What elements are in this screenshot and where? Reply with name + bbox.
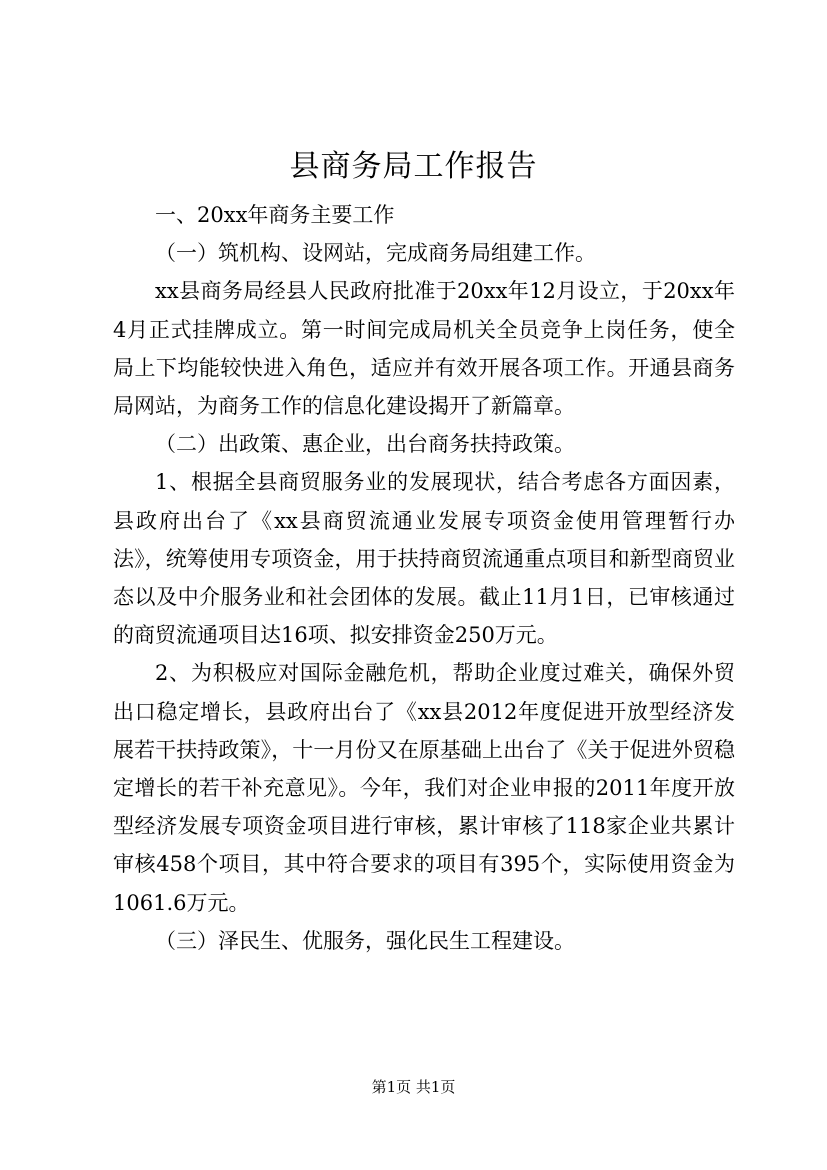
document-body — [113, 196, 735, 960]
paragraph-3: 2、为积极应对国际金融危机，帮助企业度过难关，确保外贸出口稳定增长，县政府出台了《xx县2012年度促进开放型经济发展若干扶持政策》，十一月份又在原基础上出台了《关于促进外贸稳定增长的若干补充意见》。今年，我们对企业申报的2011年度开放型经济发展专项资金项目进行审核，累计审核了118家企业共累计审核458个项目，其中符合要求的项目有395个，实际使用资金为1061.6万元。 — [113, 661, 735, 915]
section-heading-1: 一、20xx年商务主要工作 — [155, 203, 395, 227]
document-title: 县商务局工作报告 — [289, 149, 538, 184]
subsection-heading-1: （一）筑机构、设网站，完成商务局组建工作。 — [155, 241, 596, 266]
subsection-heading-3: （三）泽民生、优服务，强化民生工程建设。 — [155, 928, 575, 953]
paragraph-2: 1、根据全县商贸服务业的发展现状，结合考虑各方面因素，县政府出台了《xx县商贸流通业发展专项资金使用管理暂行办法》，统筹使用专项资金，用于扶持商贸流通重点项目和新型商贸业态以及中介服务业和社会团体的发展。截止11月1日，已审核通过的商贸流通项目达16项、拟安排资金250万元。 — [113, 470, 735, 648]
paragraph-1: xx县商务局经县人民政府批准于20xx年12月设立，于20xx年4月正式挂牌成立。第一时间完成局机关全员竞争上岗任务，使全局上下均能较快进入角色，适应并有效开展各项工作。开通县商务局网站，为商务工作的信息化建设揭开了新篇章。 — [113, 279, 735, 419]
subsection-heading-2: （二）出政策、惠企业，出台商务扶持政策。 — [155, 432, 575, 457]
page-footer: 第1页 共1页 — [371, 1078, 456, 1096]
